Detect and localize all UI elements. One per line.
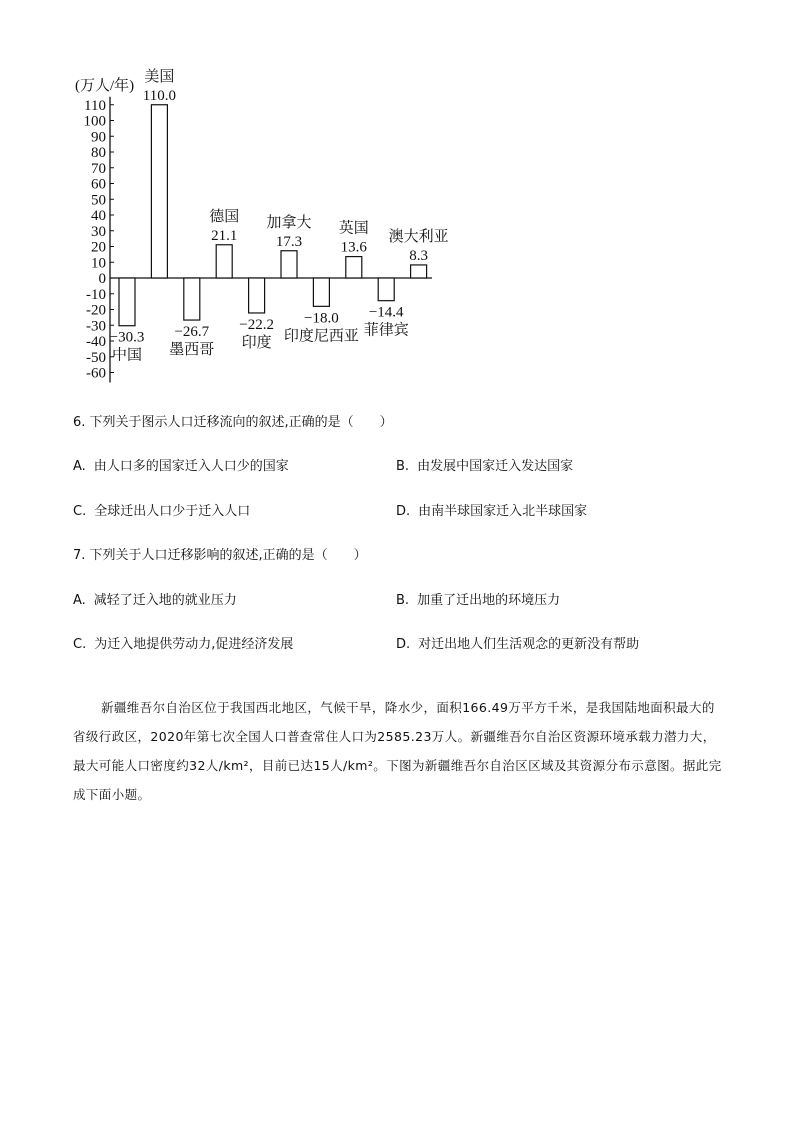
option-text: 为迁入地提供劳动力,促进经济发展 [94,637,294,652]
y-tick-label: 80 [91,145,106,161]
y-tick-label: 30 [91,223,106,240]
bar-1 [151,105,167,278]
category-label: 中国 [111,347,143,364]
question-7-option-c[interactable] [73,636,293,654]
y-axis-unit-label: (万人/年) [75,78,135,94]
category-label: 澳大利亚 [388,228,449,245]
category-label: 英国 [338,220,369,237]
y-tick-label: 10 [91,255,106,272]
value-label: 21.1 [211,227,238,244]
option-letter: C. [73,504,87,519]
value-label: 8.3 [409,247,428,264]
value-label: 13.6 [340,239,367,256]
value-label: −22.2 [239,316,274,333]
option-text: 由南半球国家迁入北半球国家 [418,504,588,519]
category-label: 菲律宾 [363,322,409,339]
y-tick-label: 110 [84,97,106,114]
y-tick-label: 50 [91,192,106,209]
category-label: 墨西哥 [169,342,215,359]
option-letter: B. [396,459,410,474]
bar-7 [346,257,362,278]
question-7-stem: 7. 下列关于人口迁移影响的叙述,正确的是（ ） [73,548,367,563]
bar-5 [281,251,297,278]
category-label: 印度 [241,334,272,351]
migration-bar-chart [60,60,460,400]
y-tick-label: 0 [98,271,106,287]
category-label: 印度尼西亚 [283,328,359,345]
option-text: 减轻了迁入地的就业压力 [93,593,237,608]
question-6-stem: 6. 下列关于图示人口迁移流向的叙述,正确的是（ ） [73,415,393,430]
question-7-option-b[interactable] [396,592,560,610]
bar-3 [216,245,232,278]
bar-4 [249,278,265,313]
y-tick-label: 20 [91,239,106,256]
y-tick-label: -40 [86,334,106,350]
bar-6 [313,278,329,306]
option-letter: A. [73,459,86,474]
option-letter: C. [73,637,87,652]
y-tick-label: -10 [86,286,106,303]
option-letter: A. [73,593,86,608]
question-7-option-a[interactable] [73,592,237,610]
y-tick-label: 90 [91,129,106,146]
y-tick-label: -50 [86,349,106,366]
question-7-option-d[interactable] [396,636,639,654]
option-letter: D. [396,504,411,519]
category-label: 加拿大 [266,214,312,231]
y-tick-label: -20 [86,302,106,319]
reading-passage: 新疆维吾尔自治区位于我国西北地区，气候干旱，降水少，面积166.49万平方千米，是我国陆地面积最大的省级行政区，2020年第七次全国人口普查常住人口为2585.23万人。新疆维吾尔自治区资源环境承载力潜力大，最大可能人口密度约32人/km²，目前已达15人/km²。下图为新疆维吾尔自治区区域及其资源分布示意图。据此完成下面小题。 [73,699,722,802]
y-tick-label: 100 [83,113,106,130]
question-6-option-a[interactable] [73,458,289,476]
bar-0 [119,278,135,326]
category-label: 美国 [144,68,175,85]
option-letter: B. [396,593,410,608]
question-6-option-d[interactable] [396,503,587,521]
value-label: −18.0 [304,310,339,327]
bar-9 [411,265,427,278]
option-text: 加重了迁出地的环境压力 [417,593,561,608]
bar-8 [378,278,394,301]
value-label: 17.3 [275,233,303,250]
question-6-option-c[interactable] [73,503,250,521]
y-tick-label: 40 [91,208,106,224]
option-text: 由人口多的国家迁入人口少的国家 [93,459,289,474]
value-label: −30.3 [109,329,145,346]
bar-2 [184,278,200,320]
option-text: 由发展中国家迁入发达国家 [417,459,574,474]
value-label: −26.7 [174,324,210,341]
option-letter: D. [396,637,411,652]
value-label: 110.0 [142,87,177,104]
y-tick-label: 60 [91,176,106,193]
y-tick-label: -30 [86,318,106,335]
option-text: 全球迁出人口少于迁入人口 [94,504,251,519]
option-text: 对迁出地人们生活观念的更新没有帮助 [418,637,640,652]
y-tick-label: 70 [91,160,106,177]
y-tick-label: -60 [86,365,106,382]
question-6-option-b[interactable] [396,458,573,476]
value-label: −14.4 [368,304,404,321]
category-label: 德国 [209,208,240,225]
